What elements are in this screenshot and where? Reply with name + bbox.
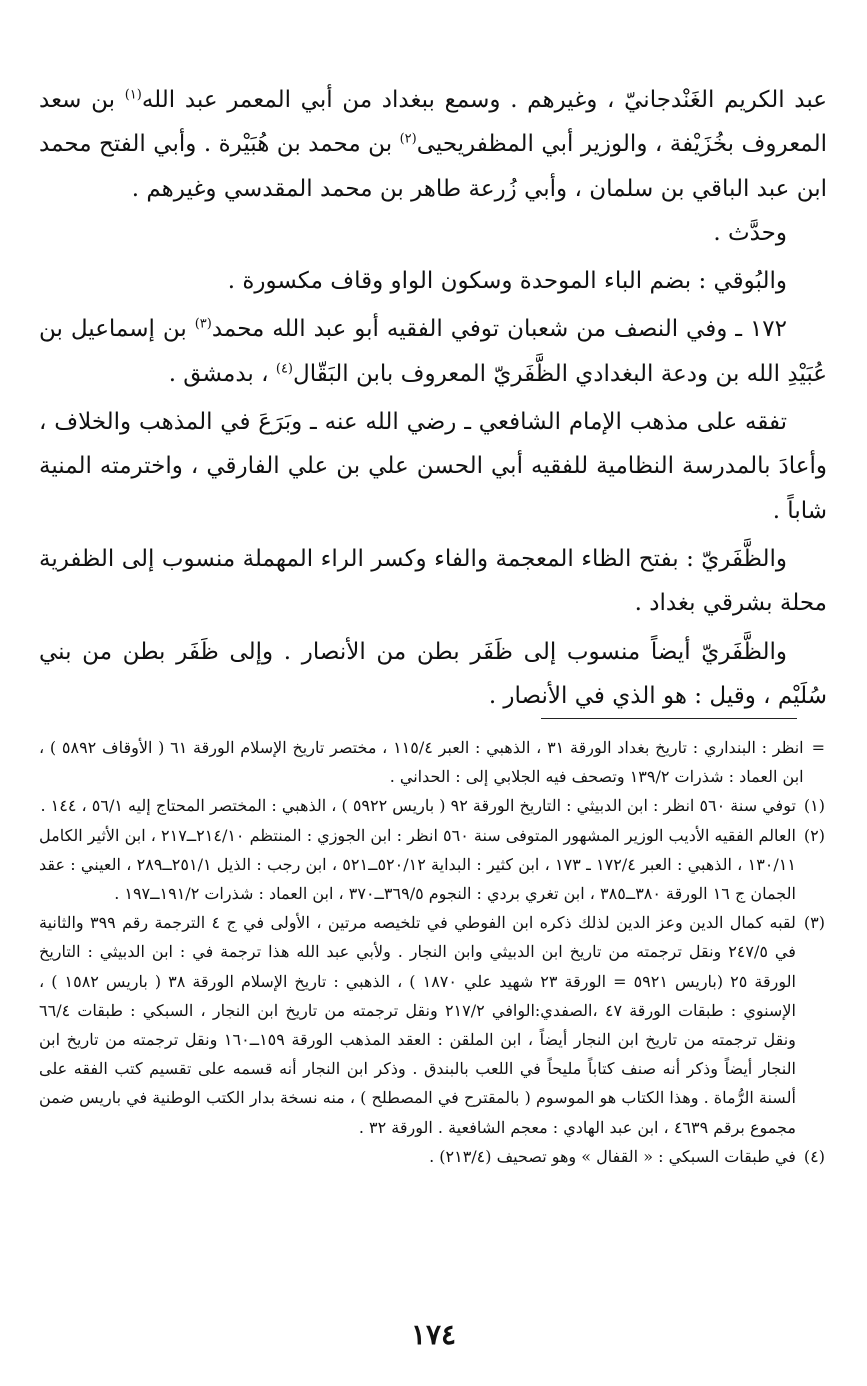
paragraph-6: والظَّفَريّ : بفتح الظاء المعجمة والفاء وكسر الراء المهملة منسوب إلى الظفرية محلة بشرقي بغداد . — [39, 545, 827, 617]
footnote-1 — [39, 791, 825, 820]
footnote-text: في طبقات السبكي : « القفال » وهو تصحيف (٢١٣/٤) . — [429, 1146, 796, 1166]
paragraph-4-part-b: بن إسماعيل بن عُبَيْدِ الله بن ودعة البغدادي الظَّفَريّ المعروف بابن البَقّال — [39, 316, 827, 387]
paragraph-5: تفقه على مذهب الإمام الشافعي ـ رضي الله عنه ـ وبَرَعَ في المذهب والخلاف ، وأعادَ بالمدرسة النظامية للفقيه أبي الحسن علي بن علي الفارقي ، واخترمته المنية شاباً . — [39, 409, 827, 524]
footnote-text: توفي سنة ٥٦٠ انظر : ابن الدبيثي : التاريخ الورقة ٩٢ ( باريس ٥٩٢٢ ) ، الذهبي : المختصر المحتاج إليه ٥٦/١ ، ١٤٤ . — [40, 796, 796, 816]
footnote-ref-3: (٣) — [194, 316, 212, 332]
paragraph-3: والبُوقي : بضم الباء الموحدة وسكون الواو وقاف مكسورة . — [227, 268, 787, 295]
paragraph-1-part-b: بن سعد المعروف بخُزَيْفة ، والوزير أبي المظفريحيى — [39, 87, 827, 158]
footnote-ref-4: (٤) — [275, 361, 293, 377]
footnote-text: العالم الفقيه الأديب الوزير المشهور المتوفى سنة ٥٦٠ انظر : ابن الجوزي : المنتظم ٢١٤/١٠ــ٢١٧ ، ابن الأثير الكامل ١٣٠/١١ ، الذهبي : العبر ١٧٢/٤ ـ ١٧٣ ، ابن كثير : البداية ٥٢٠/١٢ــ٥٢١ ، ابن رجب : الذيل ٢٥١/١ــ٢٨٩ ، العيني : عقد الجمان ج ١٦ الورقة ٣٨٠ــ٣٨٥ ، ابن تغري بردي : النجوم ٣٦٩/٥ــ٣٧٠ ، ابن العماد : شذرات ١٩١/٢ــ١٩٧ . — [39, 825, 796, 904]
paragraph-1 — [39, 78, 827, 211]
footnote-marker: (١) — [803, 796, 825, 816]
footnote-text: انظر : البنداري : تاريخ بغداد الورقة ٣١ ، الذهبي : العبر ١١٥/٤ ، مختصر تاريخ الإسلام الورقة ٦١ ( الأوقاف ٥٨٩٢ ) ، ابن العماد : شذرات ١٣٩/٢ وتصحف فيه الجلابي إلى : الحداني . — [39, 738, 804, 787]
footnote-continuation — [39, 733, 825, 791]
footnote-text: لقبه كمال الدين وعز الدين لذلك ذكره ابن الفوطي في تلخيصه مرتين ، الأولى في ج ٤ الترجمة رقم ٣٩٩ والثانية في ٢٤٧/٥ ونقل ترجمته من تاريخ ابن الدبيثي وابن النجار . ولأبي عبد الله هذا ترجمة في : ابن الدبيثي : التاريخ الورقة ٢٥ (باريس ٥٩٢١ = الورقة ٢٣ شهيد علي ١٨٧٠ ) ، الذهبي : تاريخ الإسلام الورقة ٣٨ ( باريس ١٥٨٢ ) ، الإسنوي : طبقات الورقة ٤٧ ،الصفدي:الوافي ٢١٧/٢ ونقل ترجمته من تاريخ ابن النجار ، السبكي : طبقات ٦٦/٤ ونقل ترجمته من تاريخ ابن النجار أيضاً ، ابن الملقن : العقد المذهب الورقة ١٥٩ــ١٦٠ ونقل ترجمته من تاريخ ابن النجار أيضاً وذكر أنه صنف كتاباً مليحاً في اللعب بالبندق . وذكر ابن النجار أنه قسمه على تقسيم كتب الفقه على ألسنة الرُّماة . وهذا الكتاب هو الموسوم ( بالمقترح في المصطلح ) ، منه نسخة بدار الكتب الوطنية في باريس ضمن مجموع برقم ٤٦٣٩ ، ابن عبد الهادي : معجم الشافعية . الورقة ٣٢ . — [39, 913, 796, 1137]
paragraph-1-part-c: بن محمد بن هُبَيْرة . وأبي الفتح محمد ابن عبد الباقي بن سلمان ، وأبي زُرعة طاهر بن محمد المقدسي وغيرهم . — [39, 131, 827, 202]
paragraph-1-part-a: عبد الكريم الغَنْدجانيّ ، وغيرهم . وسمع ببغداد من أبي المعمر عبد الله — [141, 87, 827, 113]
footnote-2 — [39, 821, 825, 909]
page-number: ١٧٤ — [410, 1318, 457, 1351]
footnote-marker: = — [811, 738, 825, 757]
footnote-separator — [541, 718, 797, 719]
paragraph-4-entry-172 — [39, 307, 827, 396]
paragraph-4-part-c: ، بدمشق . — [168, 360, 276, 387]
paragraph-4-part-a: ١٧٢ ـ وفي النصف من شعبان توفي الفقيه أبو عبد الله محمد — [211, 316, 787, 343]
footnote-marker: (٢) — [803, 825, 825, 845]
paragraph-2: وحدَّث . — [713, 219, 787, 246]
footnote-ref-1: (١) — [124, 87, 142, 103]
footnote-marker: (٣) — [803, 913, 825, 933]
main-text-body — [39, 78, 827, 718]
paragraph-7: والظَّفَريّ أيضاً منسوب إلى ظَفَر بطن من الأنصار . وإلى ظَفَر بطن من بني سُلَيْم ، وقيل : هو الذي في الأنصار . — [39, 638, 827, 709]
footnotes-section — [39, 733, 825, 1171]
footnote-marker: (٤) — [803, 1146, 825, 1166]
footnote-ref-2: (٢) — [399, 131, 417, 147]
footnote-4 — [39, 1142, 825, 1171]
footnote-3 — [39, 908, 825, 1142]
